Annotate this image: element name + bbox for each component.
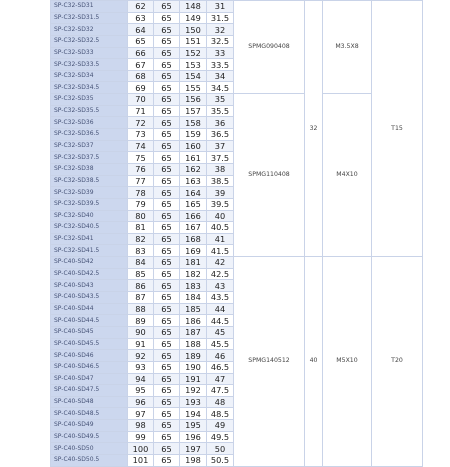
wrench-size-cell: T20	[372, 257, 423, 467]
shank-diameter-cell: 32	[305, 1, 323, 257]
dimension-cell: 47.5	[207, 385, 234, 397]
dimension-cell: 65	[154, 198, 180, 210]
dimension-cell: 64	[128, 24, 154, 36]
dimension-cell: 65	[154, 326, 180, 338]
dimension-cell: 62	[128, 1, 154, 13]
part-code-cell: SP-C32-SD39.5	[51, 198, 128, 210]
part-code-cell: SP-C40-SD43.5	[51, 292, 128, 304]
dimension-cell: 48.5	[207, 408, 234, 420]
part-code-cell: SP-C32-SD41.5	[51, 245, 128, 257]
dimension-cell: 34	[207, 70, 234, 82]
dimension-cell: 73	[128, 129, 154, 141]
dimension-cell: 93	[128, 361, 154, 373]
dimension-cell: 65	[154, 420, 180, 432]
part-code-cell: SP-C32-SD31.5	[51, 12, 128, 24]
dimension-cell: 37.5	[207, 152, 234, 164]
screw-size-cell: M3.5X8	[323, 1, 372, 94]
dimension-cell: 35	[207, 94, 234, 106]
dimension-cell: 71	[128, 105, 154, 117]
dimension-cell: 39.5	[207, 198, 234, 210]
dimension-cell: 165	[180, 198, 207, 210]
part-code-cell: SP-C32-SD33.5	[51, 59, 128, 71]
dimension-cell: 65	[154, 187, 180, 199]
insert-model-cell: SPMG140512	[234, 257, 305, 467]
dimension-cell: 65	[154, 94, 180, 106]
dimension-cell: 35.5	[207, 105, 234, 117]
dimension-cell: 39	[207, 187, 234, 199]
dimension-cell: 40.5	[207, 222, 234, 234]
dimension-cell: 41	[207, 233, 234, 245]
dimension-cell: 65	[154, 12, 180, 24]
dimension-cell: 65	[154, 280, 180, 292]
part-code-cell: SP-C40-SD46.5	[51, 361, 128, 373]
dimension-cell: 83	[128, 245, 154, 257]
dimension-cell: 33.5	[207, 59, 234, 71]
part-code-cell: SP-C40-SD45	[51, 326, 128, 338]
dimension-cell: 67	[128, 59, 154, 71]
part-code-cell: SP-C40-SD49	[51, 420, 128, 432]
dimension-cell: 89	[128, 315, 154, 327]
dimension-cell: 82	[128, 233, 154, 245]
dimension-cell: 65	[154, 117, 180, 129]
dimension-cell: 169	[180, 245, 207, 257]
dimension-cell: 65	[154, 338, 180, 350]
part-code-cell: SP-C32-SD38.5	[51, 175, 128, 187]
dimension-cell: 50	[207, 443, 234, 455]
dimension-cell: 161	[180, 152, 207, 164]
dimension-cell: 186	[180, 315, 207, 327]
part-code-cell: SP-C32-SD34	[51, 70, 128, 82]
screw-size-cell: M4X10	[323, 94, 372, 257]
dimension-cell: 65	[154, 292, 180, 304]
dimension-cell: 46.5	[207, 361, 234, 373]
part-code-cell: SP-C32-SD32	[51, 24, 128, 36]
dimension-cell: 65	[154, 222, 180, 234]
part-code-cell: SP-C40-SD47.5	[51, 385, 128, 397]
dimension-cell: 65	[154, 443, 180, 455]
dimension-cell: 36	[207, 117, 234, 129]
dimension-cell: 198	[180, 454, 207, 466]
part-code-cell: SP-C32-SD39	[51, 187, 128, 199]
part-code-cell: SP-C40-SD43	[51, 280, 128, 292]
dimension-cell: 184	[180, 292, 207, 304]
part-code-cell: SP-C32-SD40	[51, 210, 128, 222]
dimension-cell: 65	[154, 396, 180, 408]
dimension-cell: 160	[180, 140, 207, 152]
dimension-cell: 65	[154, 408, 180, 420]
dimension-cell: 195	[180, 420, 207, 432]
dimension-cell: 65	[154, 233, 180, 245]
dimension-cell: 68	[128, 70, 154, 82]
dimension-cell: 65	[154, 24, 180, 36]
shank-diameter-cell: 40	[305, 257, 323, 467]
dimension-cell: 63	[128, 12, 154, 24]
dimension-cell: 65	[154, 350, 180, 362]
dimension-cell: 43.5	[207, 292, 234, 304]
dimension-cell: 189	[180, 350, 207, 362]
part-code-cell: SP-C32-SD31	[51, 1, 128, 13]
dimension-cell: 65	[154, 47, 180, 59]
dimension-cell: 66	[128, 47, 154, 59]
dimension-cell: 65	[154, 1, 180, 13]
dimension-cell: 153	[180, 59, 207, 71]
dimension-cell: 43	[207, 280, 234, 292]
dimension-cell: 77	[128, 175, 154, 187]
dimension-cell: 101	[128, 454, 154, 466]
dimension-cell: 194	[180, 408, 207, 420]
dimension-cell: 65	[154, 454, 180, 466]
dimension-cell: 49.5	[207, 431, 234, 443]
dimension-cell: 88	[128, 303, 154, 315]
part-code-cell: SP-C32-SD35	[51, 94, 128, 106]
dimension-cell: 151	[180, 35, 207, 47]
dimension-cell: 192	[180, 385, 207, 397]
part-code-cell: SP-C32-SD33	[51, 47, 128, 59]
part-code-cell: SP-C40-SD47	[51, 373, 128, 385]
dimension-cell: 69	[128, 82, 154, 94]
dimension-cell: 94	[128, 373, 154, 385]
part-code-cell: SP-C32-SD40.5	[51, 222, 128, 234]
dimension-cell: 92	[128, 350, 154, 362]
part-code-cell: SP-C32-SD37	[51, 140, 128, 152]
insert-model-cell: SPMG110408	[234, 94, 305, 257]
dimension-cell: 99	[128, 431, 154, 443]
dimension-cell: 80	[128, 210, 154, 222]
dimension-cell: 84	[128, 257, 154, 269]
part-code-cell: SP-C40-SD48.5	[51, 408, 128, 420]
dimension-cell: 65	[154, 431, 180, 443]
screw-size-cell: M5X10	[323, 257, 372, 467]
dimension-cell: 79	[128, 198, 154, 210]
dimension-cell: 65	[154, 140, 180, 152]
table-row	[51, 257, 423, 269]
dimension-cell: 148	[180, 1, 207, 13]
dimension-cell: 87	[128, 292, 154, 304]
part-code-cell: SP-C40-SD42	[51, 257, 128, 269]
dimension-cell: 65	[154, 245, 180, 257]
dimension-cell: 166	[180, 210, 207, 222]
dimension-cell: 155	[180, 82, 207, 94]
dimension-cell: 72	[128, 117, 154, 129]
dimension-cell: 36.5	[207, 129, 234, 141]
dimension-cell: 95	[128, 385, 154, 397]
part-code-cell: SP-C32-SD41	[51, 233, 128, 245]
dimension-cell: 47	[207, 373, 234, 385]
part-code-cell: SP-C40-SD44.5	[51, 315, 128, 327]
dimension-cell: 65	[154, 163, 180, 175]
dimension-cell: 162	[180, 163, 207, 175]
dimension-cell: 74	[128, 140, 154, 152]
dimension-cell: 65	[154, 268, 180, 280]
dimension-cell: 45.5	[207, 338, 234, 350]
dimension-cell: 75	[128, 152, 154, 164]
dimension-cell: 78	[128, 187, 154, 199]
dimension-cell: 31	[207, 1, 234, 13]
dimension-cell: 34.5	[207, 82, 234, 94]
part-code-cell: SP-C40-SD49.5	[51, 431, 128, 443]
part-code-cell: SP-C32-SD37.5	[51, 152, 128, 164]
part-code-cell: SP-C32-SD38	[51, 163, 128, 175]
dimension-cell: 154	[180, 70, 207, 82]
dimension-cell: 65	[154, 152, 180, 164]
dimension-cell: 188	[180, 338, 207, 350]
dimension-cell: 48	[207, 396, 234, 408]
wrench-size-cell: T15	[372, 1, 423, 257]
dimension-cell: 65	[154, 373, 180, 385]
dimension-cell: 65	[154, 35, 180, 47]
dimension-cell: 96	[128, 396, 154, 408]
dimension-cell: 81	[128, 222, 154, 234]
table-row	[51, 1, 423, 13]
spec-table-body	[51, 1, 423, 467]
part-code-cell: SP-C40-SD44	[51, 303, 128, 315]
dimension-cell: 100	[128, 443, 154, 455]
dimension-cell: 42.5	[207, 268, 234, 280]
dimension-cell: 98	[128, 420, 154, 432]
dimension-cell: 65	[154, 70, 180, 82]
dimension-cell: 157	[180, 105, 207, 117]
part-code-cell: SP-C40-SD42.5	[51, 268, 128, 280]
spec-table	[50, 0, 423, 467]
part-code-cell: SP-C40-SD46	[51, 350, 128, 362]
dimension-cell: 65	[154, 315, 180, 327]
dimension-cell: 31.5	[207, 12, 234, 24]
dimension-cell: 65	[154, 210, 180, 222]
dimension-cell: 76	[128, 163, 154, 175]
dimension-cell: 45	[207, 326, 234, 338]
dimension-cell: 65	[154, 385, 180, 397]
dimension-cell: 190	[180, 361, 207, 373]
insert-model-cell: SPMG090408	[234, 1, 305, 94]
dimension-cell: 91	[128, 338, 154, 350]
dimension-cell: 182	[180, 268, 207, 280]
dimension-cell: 49	[207, 420, 234, 432]
dimension-cell: 65	[154, 82, 180, 94]
dimension-cell: 181	[180, 257, 207, 269]
part-code-cell: SP-C32-SD36.5	[51, 129, 128, 141]
part-code-cell: SP-C32-SD34.5	[51, 82, 128, 94]
dimension-cell: 150	[180, 24, 207, 36]
dimension-cell: 168	[180, 233, 207, 245]
dimension-cell: 86	[128, 280, 154, 292]
dimension-cell: 32	[207, 24, 234, 36]
dimension-cell: 191	[180, 373, 207, 385]
part-code-cell: SP-C40-SD48	[51, 396, 128, 408]
dimension-cell: 65	[154, 129, 180, 141]
dimension-cell: 97	[128, 408, 154, 420]
dimension-cell: 65	[128, 35, 154, 47]
part-code-cell: SP-C40-SD50.5	[51, 454, 128, 466]
dimension-cell: 187	[180, 326, 207, 338]
dimension-cell: 158	[180, 117, 207, 129]
part-code-cell: SP-C32-SD35.5	[51, 105, 128, 117]
dimension-cell: 193	[180, 396, 207, 408]
table-row	[51, 94, 423, 106]
dimension-cell: 44	[207, 303, 234, 315]
dimension-cell: 70	[128, 94, 154, 106]
dimension-cell: 38	[207, 163, 234, 175]
dimension-cell: 167	[180, 222, 207, 234]
dimension-cell: 159	[180, 129, 207, 141]
dimension-cell: 65	[154, 303, 180, 315]
dimension-cell: 156	[180, 94, 207, 106]
dimension-cell: 38.5	[207, 175, 234, 187]
dimension-cell: 65	[154, 361, 180, 373]
dimension-cell: 85	[128, 268, 154, 280]
dimension-cell: 42	[207, 257, 234, 269]
dimension-cell: 197	[180, 443, 207, 455]
part-code-cell: SP-C40-SD45.5	[51, 338, 128, 350]
dimension-cell: 41.5	[207, 245, 234, 257]
part-code-cell: SP-C32-SD32.5	[51, 35, 128, 47]
spec-table-container	[50, 0, 412, 467]
dimension-cell: 65	[154, 59, 180, 71]
dimension-cell: 164	[180, 187, 207, 199]
part-code-cell: SP-C40-SD50	[51, 443, 128, 455]
dimension-cell: 46	[207, 350, 234, 362]
dimension-cell: 196	[180, 431, 207, 443]
dimension-cell: 90	[128, 326, 154, 338]
dimension-cell: 50.5	[207, 454, 234, 466]
dimension-cell: 37	[207, 140, 234, 152]
dimension-cell: 152	[180, 47, 207, 59]
dimension-cell: 33	[207, 47, 234, 59]
dimension-cell: 44.5	[207, 315, 234, 327]
part-code-cell: SP-C32-SD36	[51, 117, 128, 129]
dimension-cell: 185	[180, 303, 207, 315]
dimension-cell: 183	[180, 280, 207, 292]
dimension-cell: 40	[207, 210, 234, 222]
dimension-cell: 163	[180, 175, 207, 187]
dimension-cell: 65	[154, 175, 180, 187]
dimension-cell: 149	[180, 12, 207, 24]
dimension-cell: 32.5	[207, 35, 234, 47]
dimension-cell: 65	[154, 105, 180, 117]
dimension-cell: 65	[154, 257, 180, 269]
